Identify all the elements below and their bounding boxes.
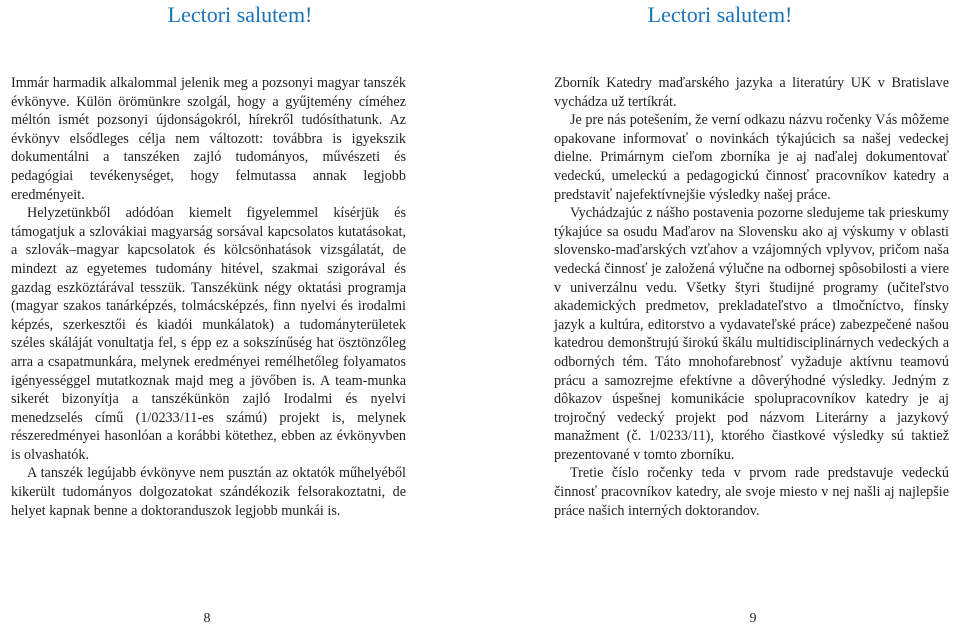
right-paragraph-4: Tretie číslo ročenky teda v prvom rade predstavuje vedeckú činnosť pracovníkov katedry, ale svoje miesto v nej našli aj najlepšie práce našich interných doktorandov. (554, 465, 949, 519)
right-page (480, 0, 960, 631)
right-paragraph-3: Vychádzajúc z nášho postavenia pozorne sledujeme tak prieskumy týkajúce sa osudu Maďarov na Slovensku ako aj výskumy v oblasti slovensko-maďarských vzťahov a vzájomných vplyvov, pričom naša vedecká činnosť je založená výlučne na odbornej spôsobilosti a viere v univerzálnu vedu. Všetky štyri študijné programy (učiteľstvo akademických predmetov, prekladateľstvo a tlmočníctvo, fínsky jazyk a kultúra, editorstvo a vydavateľské práce) zabezpečené našou katedrou demonštrujú širokú škálu multidisciplinárnych vedeckých a odborných tém. Táto mnohofarebnosť vyžaduje aktívnu teamovú prácu a samozrejme efektívne a dôverýhodné výsledky. Jedným z dôkazov úspešnej komunikácie spolupracovníkov katedry je aj trojročný vedecký projekt pod názvom Literárny a jazykový manažment (č. 1/0233/11), ktorého čiastkové výsledky sú taktiež prezentované v tomto zborníku. (554, 205, 949, 463)
right-page-number: 9 (749, 611, 757, 626)
left-paragraph-3: A tanszék legújabb évkönyve nem pusztán az oktatók műhelyéből kikerült tudományos dolgozatokat szándékozik felsorakoztatni, de helyet kapnak benne a doktoranduszok legjobb munkái is. (11, 465, 406, 519)
left-page-title: Lectori salutem! (167, 2, 313, 27)
right-page-body (554, 74, 949, 520)
right-paragraph-2: Je pre nás potešením, že verní odkazu názvu ročenky Vás môžeme opakovane informovať o novinkách týkajúcich sa našej vedeckej dielne. Primárnym cieľom zborníka je aj naďalej dokumentovať vedeckú, umeleckú a pedagogickú činnosť pracovníkov katedry a predstaviť najefektívnejšie výsledky našej práce. (554, 112, 949, 203)
right-page-title: Lectori salutem! (647, 2, 793, 27)
right-paragraph-1: Zborník Katedry maďarského jazyka a literatúry UK v Bratislave vychádza už tertíkrát. (554, 75, 949, 110)
left-paragraph-2: Helyzetünkből adódóan kiemelt figyelemmel kísérjük és támogatjuk a szlovákiai magyarság sorsával kapcsolatos kutatásokat, a szlovák–magyar kapcsolatok és kölcsönhatások vizsgálatát, de mindezt az egyetemes tudomány hitével, szakmai szigorával és gazdag eszköztárával tesszük. Tanszékünk négy oktatási programja (magyar szakos tanárképzés, tolmácsképzés, finn nyelvi és irodalmi képzés, szerkesztői és kiadói munkálatok) a tudományterületek széles skáláját vonultatja fel, s épp ez a sokszínűség hat ösztönzőleg arra a csapatmunkára, melynek eredményei remélhetőleg folyamatos igényességgel mutatkoznak majd meg a jövőben is. A team-munka sikerét bizonyítja a tanszékünkön zajló Irodalmi és nyelvi menedzselés című (1/0233/11-es számú) projekt is, melynek részeredményei hasonlóan a korábbi kötethez, ebben az évkönyvben is olvashatók. (11, 205, 406, 463)
left-paragraph-1: Immár harmadik alkalommal jelenik meg a pozsonyi magyar tanszék évkönyve. Külön örömünkre szolgál, hogy a gyűjtemény címéhez méltón ismét pozsonyi újdonságokról, hírekről tudósíthatunk. Az évkönyv elsődleges célja nem változott: továbbra is igyekszik dokumentálni a tanszéken zajló tudományos, művészeti és pedagógiai tevékenységet, hogy felmutassa annak legjobb eredményeit. (11, 75, 406, 203)
left-page-number: 8 (203, 611, 211, 626)
left-page-body (11, 74, 406, 520)
